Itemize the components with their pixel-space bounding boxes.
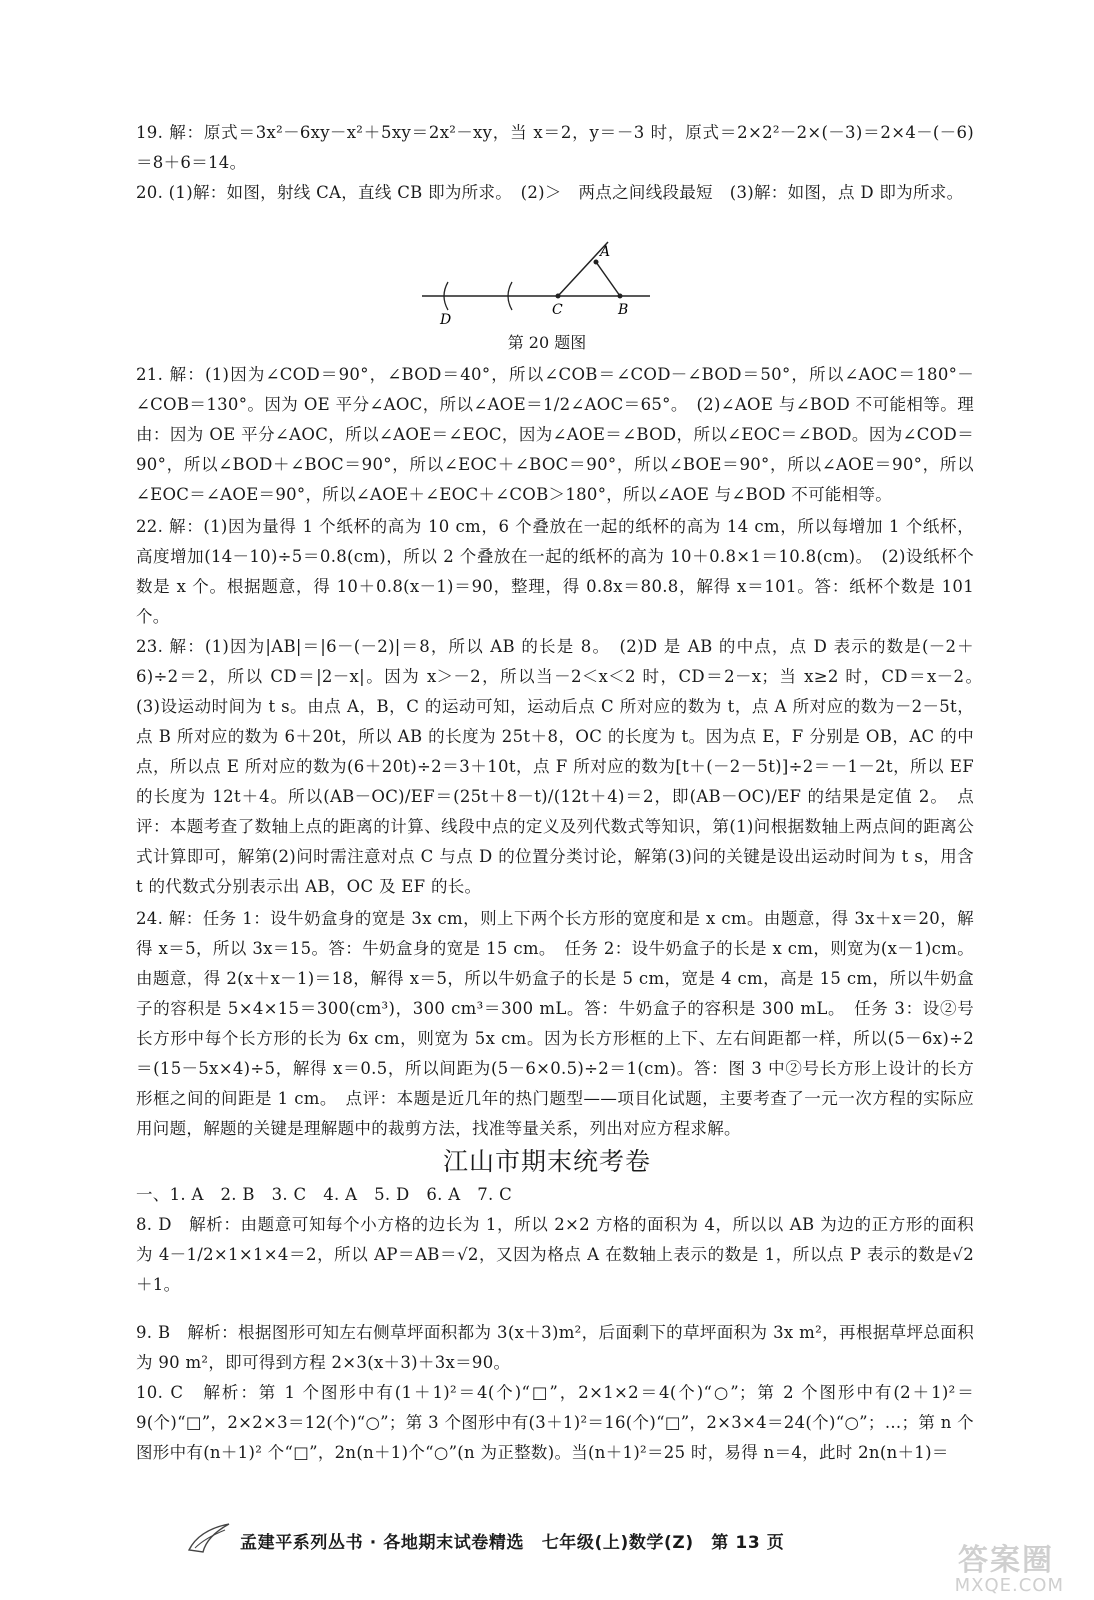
label-c: C — [552, 302, 563, 318]
figure-20 — [420, 238, 652, 330]
answer-19: 19. 解：原式＝3x²－6xy－x²＋5xy＝2x²－xy，当 x＝2，y＝－3 时，原式＝2×2²－2×(－3)＝2×4－(－6)＝8＋6＝14。 — [136, 123, 974, 172]
label-d: D — [440, 312, 452, 328]
answer-24: 24. 解：任务 1：设牛奶盒身的宽是 3x cm，则上下两个长方形的宽度和是 x cm。由题意，得 3x＋x＝20，解得 x＝5，所以 3x＝15。答：牛奶盒身的宽是 15 cm。 任务 2：设牛奶盒子的长是 x cm，则宽为(x－1)cm。由题意，得 2(x＋x－1)＝18，解得 x＝5，所以牛奶盒子的长是 5 cm，宽是 4 cm，高是 15 cm，所以牛奶盒子的容积是 5×4×15＝300(cm³)，300 cm³＝300 mL。答：牛奶盒子的容积是 300 mL。 任务 3：设②号长方形中每个长方形的长为 6x cm，则宽为 5x cm。因为长方形框的上下、左右间距都一样，所以(5－6x)÷2＝(15－5x×4)÷5，解得 x＝0.5，所以间距为(5－6×0.5)÷2＝1(cm)。答：图 3 中②号长方形上设计的长方形框之间的间距是 1 cm。 点评：本题是近几年的热门题型——项目化试题，主要考查了一元一次方程的实际应用问题，解题的关键是理解题中的裁剪方法，找准等量关系，列出对应方程求解。 — [136, 909, 974, 1138]
answer-8: 8. D 解析：由题意可知每个小方格的边长为 1，所以 2×2 方格的面积为 4，所以以 AB 为边的正方形的面积为 4－1/2×1×1×4＝2，所以 AP＝AB＝√2，又因为格点 A 在数轴上表示的数是 1，所以点 P 表示的数是√2＋1。 — [136, 1215, 974, 1294]
answer-23: 23. 解：(1)因为|AB|＝|6－(－2)|＝8，所以 AB 的长是 8。 (2)D 是 AB 的中点，点 D 表示的数是(－2＋6)÷2＝2，所以 CD＝|2－x|。因为 x＞－2，所以当－2＜x＜2 时，CD＝2－x；当 x≥2 时，CD＝x－2。 (3)设运动时间为 t s。由点 A，B，C 的运动可知，运动后点 C 所对应的数为 t，点 A 所对应的数为－2－5t，点 B 所对应的数为 6＋20t，所以 AB 的长度为 25t＋8，OC 的长度为 t。因为点 E，F 分别是 OB，AC 的中点，所以点 E 所对应的数为(6＋20t)÷2＝3＋10t，点 F 所对应的数为[t＋(－2－5t)]÷2＝－1－2t，所以 EF 的长度为 12t＋4。所以(AB－OC)/EF＝(25t＋8－t)/(12t＋4)＝2，即(AB－OC)/EF 的结果是定值 2。 点评：本题考查了数轴上点的距离的计算、线段中点的定义及列代数式等知识，第(1)问根据数轴上两点间的距离公式计算即可，解第(2)问时需注意对点 C 与点 D 的位置分类讨论，解第(3)问的关键是设出运动时间为 t s，用含 t 的代数式分别表示出 AB，OC 及 EF 的长。 — [136, 637, 991, 896]
section-title: 江山市期末统考卷 — [442, 1147, 651, 1176]
label-a: A — [600, 244, 611, 260]
footer-text: 孟建平系列丛书 · 各地期末试卷精选 七年级(上)数学(Z) 第 13 页 — [240, 1533, 785, 1553]
figure-20-drawing — [420, 238, 652, 330]
segment-ab — [596, 262, 620, 296]
point-a — [594, 260, 599, 265]
watermark-bottom: MXQE.COM — [954, 1575, 1064, 1596]
site-watermark — [914, 1535, 1064, 1595]
figure-20-caption: 第 20 题图 — [507, 333, 587, 352]
point-b — [618, 294, 623, 299]
answer-20: 20. (1)解：如图，射线 CA，直线 CB 即为所求。 (2)＞ 两点之间线段最短 (3)解：如图，点 D 即为所求。 — [136, 183, 964, 202]
brush-logo-icon — [185, 1520, 235, 1556]
answer-22: 22. 解：(1)因为量得 1 个纸杯的高为 10 cm，6 个叠放在一起的纸杯的高为 14 cm，所以每增加 1 个纸杯，高度增加(14－10)÷5＝0.8(cm)，所以 2 个叠放在一起的纸杯的高为 10＋0.8×1＝10.8(cm)。 (2)设纸杯个数是 x 个。根据题意，得 10＋0.8(x－1)＝90，整理，得 0.8x＝80.8，解得 x＝101。答：纸杯个数是 101 个。 — [136, 517, 974, 626]
answer-10: 10. C 解析：第 1 个图形中有(1＋1)²＝4(个)“□”，2×1×2＝4(个)“○”；第 2 个图形中有(2＋1)²＝9(个)“□”，2×2×3＝12(个)“○”；第 3 个图形中有(3＋1)²＝16(个)“□”，2×3×4＝24(个)“○”；…；第 n 个图形中有(n＋1)² 个“□”，2n(n＋1)个“○”(n 为正整数)。当(n＋1)²＝25 时，易得 n＝4，此时 2n(n＋1)＝ — [136, 1383, 974, 1462]
label-b: B — [618, 302, 629, 318]
answer-9: 9. B 解析：根据图形可知左右侧草坪面积都为 3(x＋3)m²，后面剩下的草坪面积为 3x m²，再根据草坪总面积为 90 m²，即可得到方程 2×3(x＋3)＋3x＝90。 — [136, 1323, 974, 1372]
watermark-top: 答案圈 — [958, 1543, 1054, 1578]
point-c — [556, 294, 561, 299]
choice-answers: 一、1. A 2. B 3. C 4. A 5. D 6. A 7. C — [136, 1185, 513, 1204]
answer-21: 21. 解：(1)因为∠COD＝90°，∠BOD＝40°，所以∠COB＝∠COD－∠BOD＝50°，所以∠AOC＝180°－∠COB＝130°。因为 OE 平分∠AOC，所以∠AOE＝1/2∠AOC＝65°。 (2)∠AOE 与∠BOD 不可能相等。理由：因为 OE 平分∠AOC，所以∠AOE＝∠EOC，因为∠AOE＝∠BOD，所以∠EOC＝∠BOD。因为∠COD＝90°，所以∠BOD＋∠BOC＝90°，所以∠EOC＋∠BOC＝90°，所以∠BOE＝90°，所以∠AOE＝90°，所以∠EOC＝∠AOE＝90°，所以∠AOE＋∠EOC＋∠COB＞180°，所以∠AOE 与∠BOD 不可能相等。 — [136, 365, 974, 504]
